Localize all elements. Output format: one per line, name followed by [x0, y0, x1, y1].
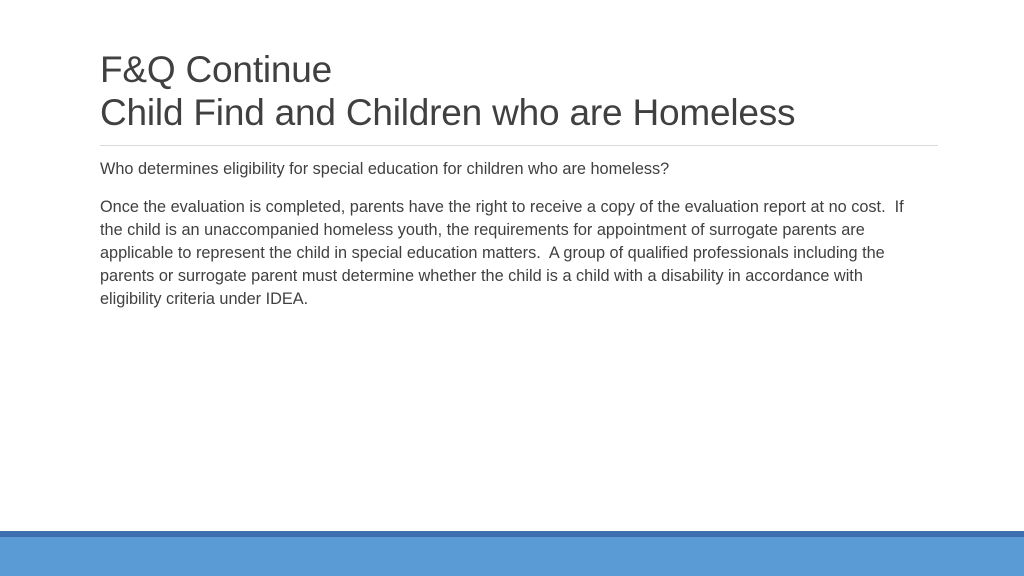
slide-title: [100, 48, 940, 134]
question-paragraph: Who determines eligibility for special education for children who are homeless?: [100, 160, 670, 178]
answer-paragraph: Once the evaluation is completed, parents have the right to receive a copy of the evaluation report at no cost. If the child is an unaccompanied homeless youth, the requirements for appointment of surrogate parents are applicable to represent the child in special education matters. A group of qualified professionals including the parents or surrogate parent must determine whether the child is a child with a disability in accordance with eligibility criteria under IDEA.: [100, 198, 909, 308]
title-line-2: Child Find and Children who are Homeless: [100, 92, 796, 133]
title-line-1: F&Q Continue: [100, 49, 333, 90]
slide-body: [100, 158, 910, 311]
title-divider: [100, 145, 938, 146]
footer-band: [0, 537, 1024, 576]
